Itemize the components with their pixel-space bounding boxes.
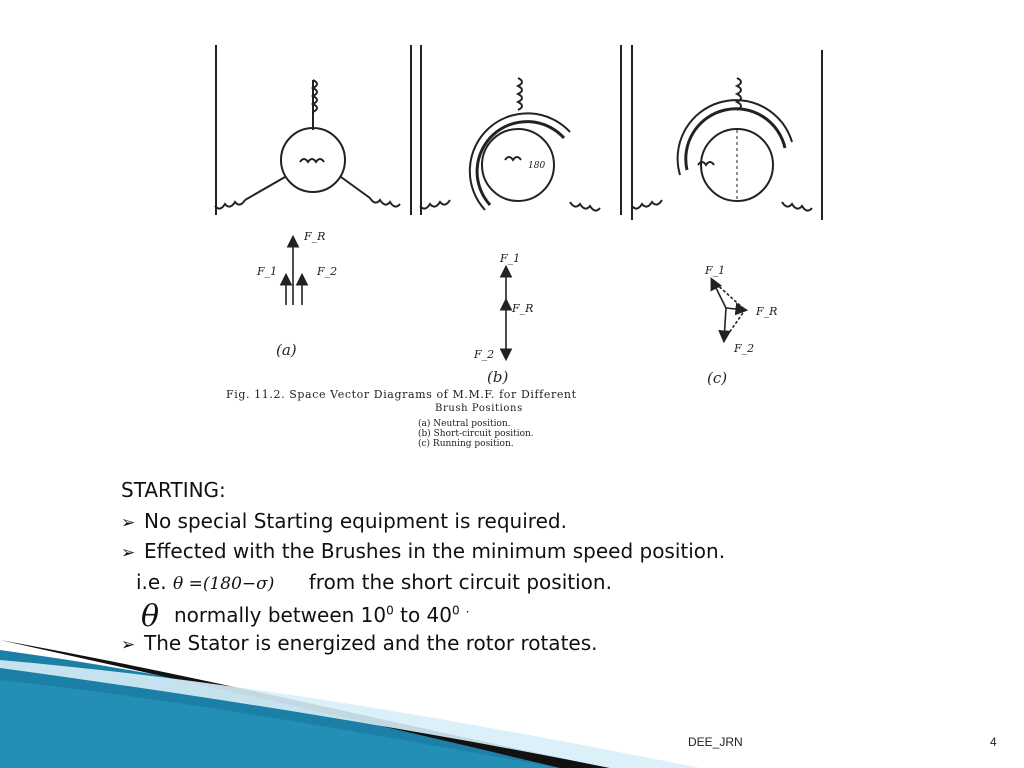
figure-svg [200,40,860,455]
starting-heading: STARTING: [121,478,226,502]
page-number: 4 [990,735,997,749]
bullet-arrow-icon: ➢ [121,543,136,563]
label-a-f2: F_2 [317,265,338,278]
label-b-f2: F_2 [474,348,495,361]
bullet-3-text: The Stator is energized and the rotor rotates. [144,630,598,655]
range-text: normally between 10 [174,603,387,627]
legend-item-a: (a) Neutral position. [418,419,511,429]
panel-a-stator [215,45,411,215]
range-line [121,597,921,634]
label-a-fr: F_R [304,230,326,243]
bullet-arrow-icon: ➢ [121,512,136,533]
bullet-2-text: Effected with the Brushes in the minimum speed position. [144,539,726,563]
panel-b-stator [420,45,621,215]
angle-label: 180 [528,161,546,171]
label-b-fr: F_R [512,302,534,315]
footer-text: DEE_JRN [688,735,743,749]
panel-label-a: (a) [276,341,297,359]
degree-sup-2: 0 [452,603,460,618]
label-c-f2: F_2 [734,342,755,355]
vectors-a [286,238,302,305]
label-a-f1: F_1 [257,265,278,278]
bullet-arrow-icon: ➢ [121,634,136,655]
bullet-item-1 [121,506,921,537]
label-c-fr: F_R [756,305,778,318]
panel-c-stator [632,45,822,220]
panel-label-c: (c) [707,369,728,387]
figure-caption-line1: Fig. 11.2. Space Vector Diagrams of M.M.F. for Different [226,388,577,401]
theta-formula: θ =(180−σ) [172,573,275,594]
label-b-f1: F_1 [500,252,521,265]
space-vector-figure [200,40,860,455]
vectors-c [712,280,745,340]
swoosh-gradient-shape [0,680,560,768]
legend-item-b: (b) Short-circuit position. [418,429,534,439]
range-to: to 40 [400,603,453,627]
slide-content [121,475,921,658]
ie-prefix: i.e. [136,569,167,594]
bullet-1-text: No special Starting equipment is required. [144,508,567,533]
range-dot: · [465,605,470,619]
ie-line [121,567,921,598]
bullet-item-2 [121,536,921,567]
panel-label-b: (b) [487,368,509,386]
degree-sup-1: 0 [386,603,394,618]
figure-caption-line2: Brush Positions [435,403,523,414]
theta-symbol: θ [141,599,160,634]
label-c-f1: F_1 [705,264,726,277]
ie-suffix: from the short circuit position. [308,569,612,594]
decorative-swoosh [0,640,1024,768]
legend-item-c: (c) Running position. [418,439,514,449]
